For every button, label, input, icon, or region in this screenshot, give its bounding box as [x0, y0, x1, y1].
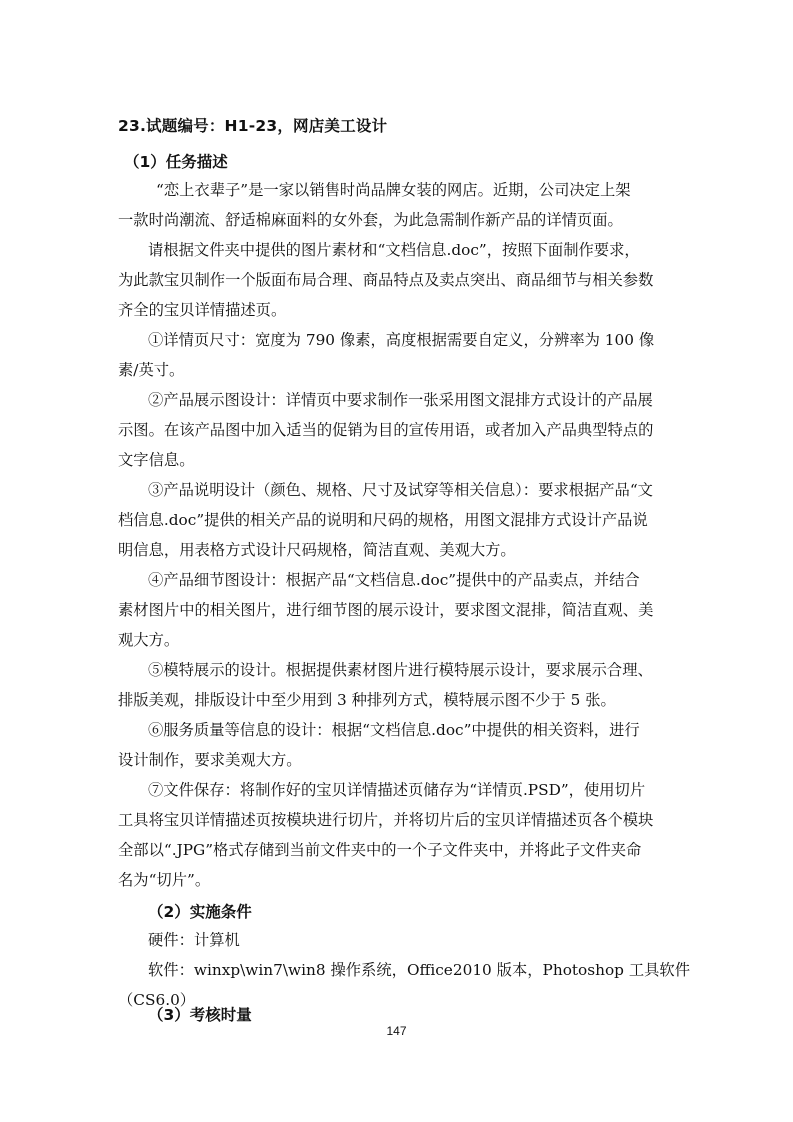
paragraph-line: 档信息.doc”提供的相关产品的说明和尺码的规格，用图文混排方式设计产品说 — [118, 511, 648, 529]
paragraph-line: 素材图片中的相关图片，进行细节图的展示设计，要求图文混排，简洁直观、美 — [118, 601, 654, 619]
paragraph-line: 齐全的宝贝详情描述页。 — [118, 301, 287, 319]
paragraph-line: 设计制作，要求美观大方。 — [118, 751, 302, 769]
question-title: 23.试题编号：H1-23，网店美工设计 — [118, 117, 388, 135]
paragraph-line: 为此款宝贝制作一个版面布局合理、商品特点及卖点突出、商品细节与相关参数 — [118, 271, 654, 289]
paragraph-line: “恋上衣辈子”是一家以销售时尚品牌女装的网店。近期，公司决定上架 — [156, 181, 631, 199]
paragraph-line: 请根据文件夹中提供的图片素材和“文档信息.doc”，按照下面制作要求， — [148, 241, 640, 259]
paragraph-line: ⑤模特展示的设计。根据提供素材图片进行模特展示设计，要求展示合理、 — [148, 661, 653, 679]
paragraph-line: ④产品细节图设计：根据产品“文档信息.doc”提供中的产品卖点，并结合 — [148, 571, 640, 589]
paragraph-line: 名为“切片”。 — [118, 871, 211, 889]
paragraph-line: 观大方。 — [118, 631, 180, 649]
paragraph-line: 一款时尚潮流、舒适棉麻面料的女外套，为此急需制作新产品的详情页面。 — [118, 211, 623, 229]
paragraph-line: ②产品展示图设计：详情页中要求制作一张采用图文混排方式设计的产品展 — [148, 391, 653, 409]
paragraph-line: 示图。在该产品图中加入适当的促销为目的宣传用语，或者加入产品典型特点的 — [118, 421, 654, 439]
paragraph-line: （CS6.0） — [118, 991, 196, 1009]
paragraph-line: 明信息，用表格方式设计尺码规格，简洁直观、美观大方。 — [118, 541, 516, 559]
paragraph-line: 排版美观，排版设计中至少用到 3 种排列方式，模特展示图不少于 5 张。 — [118, 691, 616, 709]
paragraph-line: 文字信息。 — [118, 451, 195, 469]
section-heading-time: （3）考核时量 — [148, 1006, 252, 1024]
paragraph-line: 工具将宝贝详情描述页按模块进行切片，并将切片后的宝贝详情描述页各个模块 — [118, 811, 654, 829]
paragraph-line: 素/英寸。 — [118, 361, 185, 379]
section-heading-task: （1）任务描述 — [124, 153, 228, 171]
paragraph-line: ⑦文件保存：将制作好的宝贝详情描述页储存为“详情页.PSD”，使用切片 — [148, 781, 646, 799]
paragraph-line: ①详情页尺寸：宽度为 790 像素，高度根据需要自定义，分辨率为 100 像 — [148, 331, 655, 349]
paragraph-line: ⑥服务质量等信息的设计：根据“文档信息.doc”中提供的相关资料，进行 — [148, 721, 640, 739]
page-number: 147 — [386, 1024, 407, 1038]
paragraph-line: 全部以“.JPG”格式存储到当前文件夹中的一个子文件夹中，并将此子文件夹命 — [118, 841, 642, 859]
section-heading-conditions: （2）实施条件 — [148, 903, 252, 921]
paragraph-line: 硬件：计算机 — [148, 931, 240, 949]
paragraph-line: 软件：winxp\win7\win8 操作系统，Office2010 版本，Photoshop 工具软件 — [148, 961, 691, 979]
paragraph-line: ③产品说明设计（颜色、规格、尺寸及试穿等相关信息）：要求根据产品“文 — [148, 481, 653, 499]
